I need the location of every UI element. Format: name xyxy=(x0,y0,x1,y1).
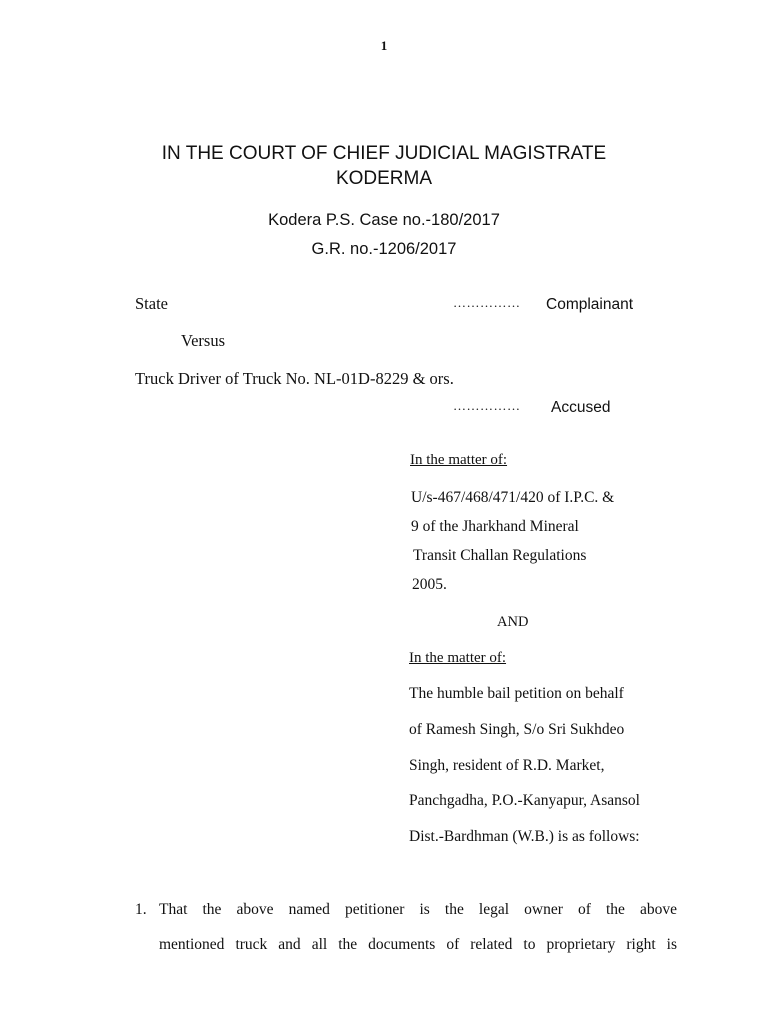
matter-1-line: U/s-467/468/471/420 of I.P.C. & xyxy=(411,489,615,506)
paragraph-number: 1. xyxy=(135,901,147,918)
matter-2-line: The humble bail petition on behalf xyxy=(409,685,624,702)
complainant-role: Complainant xyxy=(546,296,634,313)
matter-2-line: of Ramesh Singh, S/o Sri Sukhdeo xyxy=(409,721,625,738)
matter-1-line: 2005. xyxy=(412,576,447,593)
complainant-name: State xyxy=(135,294,168,313)
gr-number: G.R. no.-1206/2017 xyxy=(311,240,457,258)
accused-name: Truck Driver of Truck No. NL-01D-8229 & ors. xyxy=(135,369,454,388)
complainant-dots: …………… xyxy=(453,295,521,310)
matter-2-line: Panchgadha, P.O.-Kanyapur, Asansol xyxy=(409,792,640,809)
court-title-line2: KODERMA xyxy=(335,168,433,189)
accused-dots: …………… xyxy=(453,398,521,413)
matter-heading-1: In the matter of: xyxy=(410,452,508,468)
matter-1-line: 9 of the Jharkhand Mineral xyxy=(411,518,579,535)
paragraph-1-line-1: That the above named petitioner is the legal owner of the above xyxy=(159,901,677,918)
matter-heading-2: In the matter of: xyxy=(409,650,507,666)
accused-role: Accused xyxy=(551,399,611,416)
paragraph-1 xyxy=(135,892,677,962)
paragraph-1-line-2: mentioned truck and all the documents of related to proprietary right is xyxy=(159,936,677,953)
and-label: AND xyxy=(497,614,529,630)
court-title-line1: IN THE COURT OF CHIEF JUDICIAL MAGISTRATE xyxy=(161,143,607,164)
case-number: Kodera P.S. Case no.-180/2017 xyxy=(268,211,500,229)
matter-2-line: Dist.-Bardhman (W.B.) is as follows: xyxy=(409,828,640,845)
versus-label: Versus xyxy=(181,331,225,350)
matter-2-line: Singh, resident of R.D. Market, xyxy=(409,757,605,774)
page-number: 1 xyxy=(380,38,388,53)
matter-1-line: Transit Challan Regulations xyxy=(413,547,587,564)
